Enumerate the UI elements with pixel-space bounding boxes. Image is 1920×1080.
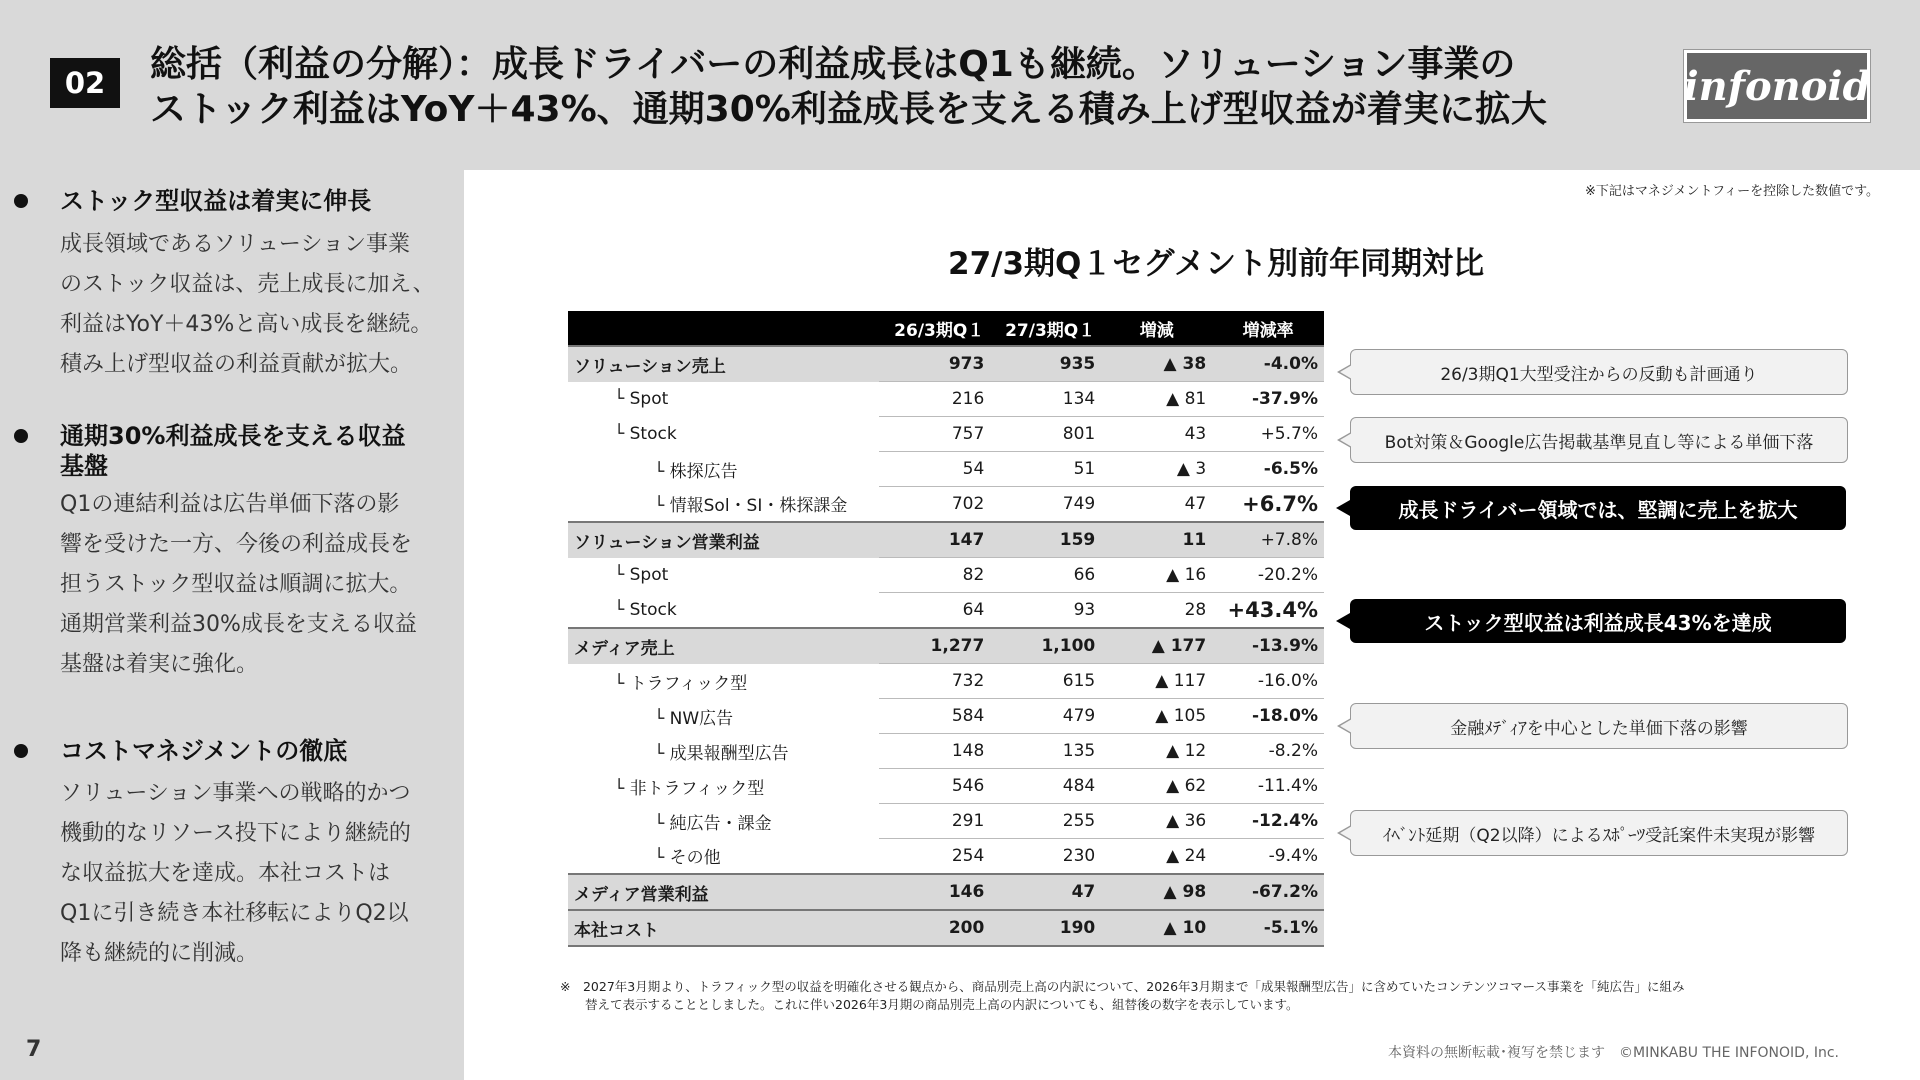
footnote: [560, 978, 1820, 1014]
callout-spot-note: 26/3期Q1大型受注からの反動も計画通り: [1350, 349, 1848, 395]
table-row: [568, 699, 1324, 734]
cell-rate: -67.2%: [1212, 874, 1324, 910]
cell-diff: ▲ 12: [1101, 734, 1212, 769]
cell-curr: 479: [990, 699, 1101, 734]
summary-heading-cost: コストマネジメントの徹底: [60, 737, 348, 765]
cell-curr: 66: [990, 558, 1101, 593]
cell-diff: 43: [1101, 417, 1212, 452]
table-row: [568, 839, 1324, 875]
cell-rate: -6.5%: [1212, 452, 1324, 487]
row-label: └ 株探広告: [568, 452, 879, 487]
row-label: └ Stock: [568, 417, 879, 452]
table-row: [568, 487, 1324, 523]
management-fee-note: ※下記はマネジメントフィーを控除した数値です。: [1585, 184, 1880, 199]
summary-body-cost: [60, 774, 460, 974]
cell-diff: 47: [1101, 487, 1212, 523]
row-label: ソリューション営業利益: [568, 522, 879, 558]
cell-curr: 615: [990, 664, 1101, 699]
row-label: メディア営業利益: [568, 874, 879, 910]
body-line: ソリューション事業への戦略的かつ: [60, 781, 411, 806]
callout-stock-profit: ストック型収益は利益成長43%を達成: [1350, 599, 1846, 643]
cell-curr: 51: [990, 452, 1101, 487]
row-label: └ NW広告: [568, 699, 879, 734]
summary-body-profit-base: [60, 485, 460, 685]
cell-rate: -13.9%: [1212, 628, 1324, 664]
column-header: [568, 311, 879, 346]
body-line: 機動的なリソース投下により継続的: [60, 821, 411, 846]
body-line: のストック収益は、売上成長に加え、: [60, 272, 435, 297]
cell-prev: 82: [879, 558, 990, 593]
cell-prev: 254: [879, 839, 990, 875]
cell-diff: ▲ 36: [1101, 804, 1212, 839]
copyright: 本資料の無断転載･複写を禁じます ©MINKABU THE INFONOID, Inc.: [1388, 1045, 1839, 1061]
cell-curr: 1,100: [990, 628, 1101, 664]
table-row: [568, 593, 1324, 629]
heading-line: 通期30%利益成長を支える収益: [60, 422, 406, 450]
column-header: 26/3期Q１: [879, 311, 990, 346]
cell-rate: -18.0%: [1212, 699, 1324, 734]
cell-prev: 546: [879, 769, 990, 804]
company-logo: infonoid: [1684, 50, 1870, 122]
summary-heading-stock: ストック型収益は着実に伸長: [60, 187, 372, 215]
heading-line: 基盤: [60, 452, 108, 480]
segment-comparison-table: [568, 311, 1324, 947]
cell-curr: 484: [990, 769, 1101, 804]
page-title-line-1: 総括（利益の分解）：成長ドライバーの利益成長はQ1も継続。ソリューション事業の: [150, 44, 1516, 85]
cell-prev: 732: [879, 664, 990, 699]
cell-diff: ▲ 38: [1101, 346, 1212, 382]
table-title: 27/3期Q１セグメント別前年同期対比: [948, 246, 1485, 282]
cell-diff: ▲ 10: [1101, 910, 1212, 946]
section-number: 02: [50, 58, 120, 108]
body-line: 通期営業利益30%成長を支える収益: [60, 612, 417, 637]
cell-prev: 147: [879, 522, 990, 558]
table-row: [568, 734, 1324, 769]
cell-prev: 148: [879, 734, 990, 769]
bullet-dot-icon: [14, 429, 28, 443]
cell-diff: ▲ 177: [1101, 628, 1212, 664]
cell-rate: -16.0%: [1212, 664, 1324, 699]
table-row: [568, 769, 1324, 804]
cell-diff: ▲ 3: [1101, 452, 1212, 487]
cell-curr: 801: [990, 417, 1101, 452]
cell-curr: 255: [990, 804, 1101, 839]
row-label: └ 成果報酬型広告: [568, 734, 879, 769]
row-label: メディア売上: [568, 628, 879, 664]
cell-prev: 973: [879, 346, 990, 382]
cell-prev: 146: [879, 874, 990, 910]
table-row: [568, 804, 1324, 839]
cell-diff: 28: [1101, 593, 1212, 629]
cell-diff: ▲ 16: [1101, 558, 1212, 593]
page-number: 7: [26, 1037, 42, 1062]
cell-curr: 47: [990, 874, 1101, 910]
row-label: └ トラフィック型: [568, 664, 879, 699]
table-row: [568, 522, 1324, 558]
cell-rate: +6.7%: [1212, 487, 1324, 523]
cell-rate: +5.7%: [1212, 417, 1324, 452]
row-label: └ Spot: [568, 558, 879, 593]
row-label: 本社コスト: [568, 910, 879, 946]
body-line: 利益はYoY＋43%と高い成長を継続。: [60, 312, 433, 337]
summary-heading-profit-base: [60, 421, 405, 481]
bullet-dot-icon: [14, 744, 28, 758]
table-row: [568, 452, 1324, 487]
column-header: 増減: [1101, 311, 1212, 346]
body-line: な収益拡大を達成。本社コストは: [60, 861, 391, 886]
table-row: [568, 628, 1324, 664]
body-line: 降も継続的に削減。: [60, 941, 259, 966]
body-line: 響を受けた一方、今後の利益成長を: [60, 532, 413, 557]
column-header: 27/3期Q１: [990, 311, 1101, 346]
body-line: 積み上げ型収益の利益貢献が拡大。: [60, 352, 413, 377]
cell-prev: 584: [879, 699, 990, 734]
cell-diff: ▲ 117: [1101, 664, 1212, 699]
cell-rate: -12.4%: [1212, 804, 1324, 839]
cell-curr: 230: [990, 839, 1101, 875]
cell-prev: 54: [879, 452, 990, 487]
callout-ad-price-note: Bot対策＆Google広告掲載基準見直し等による単価下落: [1350, 417, 1848, 463]
callout-event-delay: ｲﾍﾞﾝﾄ延期（Q2以降）によるｽﾎﾟｰﾂ受託案件未実現が影響: [1350, 810, 1848, 856]
cell-diff: ▲ 81: [1101, 382, 1212, 417]
cell-rate: -4.0%: [1212, 346, 1324, 382]
cell-rate: -8.2%: [1212, 734, 1324, 769]
table-row: [568, 382, 1324, 417]
table-row: [568, 346, 1324, 382]
cell-diff: ▲ 24: [1101, 839, 1212, 875]
cell-curr: 935: [990, 346, 1101, 382]
row-label: ソリューション売上: [568, 346, 879, 382]
cell-prev: 757: [879, 417, 990, 452]
bullet-dot-icon: [14, 194, 28, 208]
cell-rate: -9.4%: [1212, 839, 1324, 875]
row-label: └ Spot: [568, 382, 879, 417]
cell-curr: 159: [990, 522, 1101, 558]
cell-prev: 702: [879, 487, 990, 523]
header-band: [0, 0, 1920, 170]
body-line: Q1の連結利益は広告単価下落の影: [60, 492, 400, 517]
row-label: └ 非トラフィック型: [568, 769, 879, 804]
cell-rate: -20.2%: [1212, 558, 1324, 593]
cell-curr: 135: [990, 734, 1101, 769]
body-line: Q1に引き続き本社移転によりQ2以: [60, 901, 409, 926]
row-label: └ 情報Sol・SI・株探課金: [568, 487, 879, 523]
table-row: [568, 417, 1324, 452]
row-label: └ Stock: [568, 593, 879, 629]
row-label: └ その他: [568, 839, 879, 875]
page-title: [150, 42, 1600, 132]
cell-rate: +43.4%: [1212, 593, 1324, 629]
body-line: 担うストック型収益は順調に拡大。: [60, 572, 412, 597]
cell-rate: -11.4%: [1212, 769, 1324, 804]
cell-diff: ▲ 105: [1101, 699, 1212, 734]
footnote-line: 替えて表示することとしました。これに伴い2026年3月期の商品別売上高の内訳についても、組替後の数字を表示しています。: [560, 997, 1299, 1012]
cell-curr: 749: [990, 487, 1101, 523]
table-row: [568, 910, 1324, 946]
cell-rate: -37.9%: [1212, 382, 1324, 417]
cell-diff: ▲ 62: [1101, 769, 1212, 804]
callout-growth-driver: 成長ドライバー領域では、堅調に売上を拡大: [1350, 486, 1846, 530]
summary-body-stock: [60, 225, 460, 385]
cell-prev: 1,277: [879, 628, 990, 664]
table-row: [568, 558, 1324, 593]
cell-prev: 216: [879, 382, 990, 417]
cell-prev: 291: [879, 804, 990, 839]
cell-rate: -5.1%: [1212, 910, 1324, 946]
cell-curr: 190: [990, 910, 1101, 946]
table-row: [568, 874, 1324, 910]
cell-diff: ▲ 98: [1101, 874, 1212, 910]
footnote-line: ※ 2027年3月期より、トラフィック型の収益を明確化させる観点から、商品別売上高の内訳について、2026年3月期まで「成果報酬型広告」に含めていたコンテンツコマース事業を「純広告」に組み: [560, 979, 1685, 994]
body-line: 成長領域であるソリューション事業: [60, 232, 411, 257]
table-row: [568, 664, 1324, 699]
cell-curr: 134: [990, 382, 1101, 417]
cell-curr: 93: [990, 593, 1101, 629]
column-header: 増減率: [1212, 311, 1324, 346]
callout-financial-media: 金融ﾒﾃﾞｨｱを中心とした単価下落の影響: [1350, 703, 1848, 749]
page-title-line-2: ストック利益はYoY＋43%、通期30%利益成長を支える積み上げ型収益が着実に拡大: [150, 89, 1547, 130]
cell-prev: 64: [879, 593, 990, 629]
cell-prev: 200: [879, 910, 990, 946]
body-line: 基盤は着実に強化。: [60, 652, 259, 677]
row-label: └ 純広告・課金: [568, 804, 879, 839]
table-header-row: [568, 311, 1324, 346]
summary-panel: [0, 170, 464, 1080]
cell-diff: 11: [1101, 522, 1212, 558]
cell-rate: +7.8%: [1212, 522, 1324, 558]
